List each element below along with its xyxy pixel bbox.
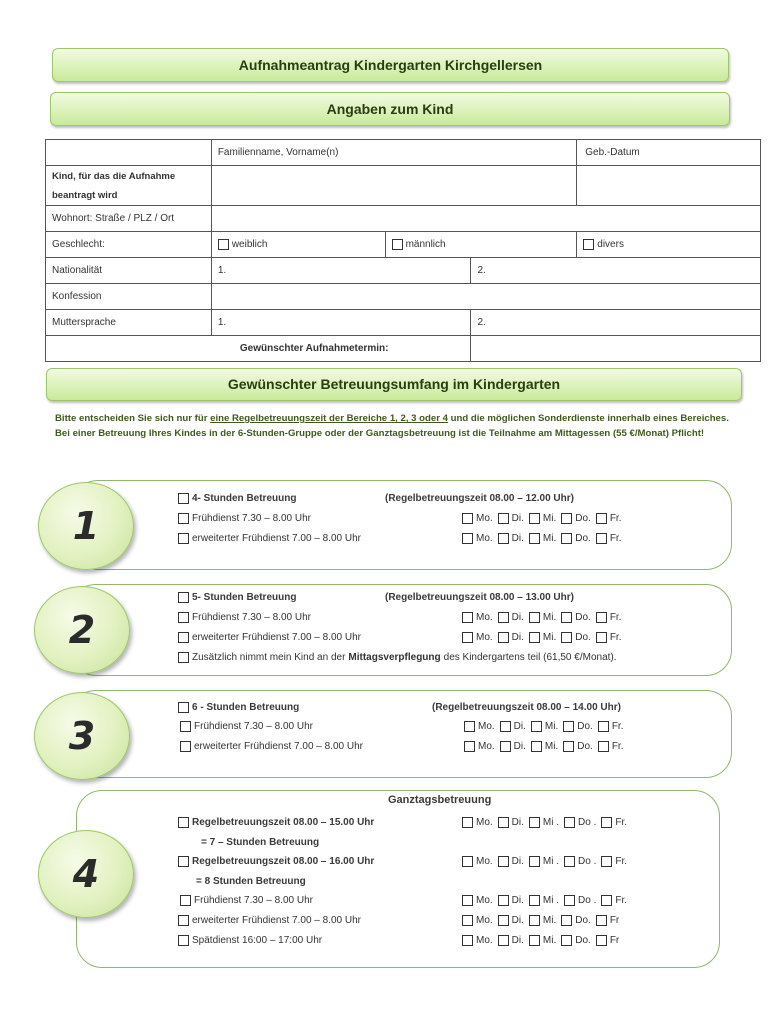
mother-tongue-label: Muttersprache [46, 310, 212, 336]
checkbox[interactable] [498, 513, 509, 524]
option-4h[interactable]: 4- Stunden Betreuung [178, 491, 296, 505]
regular-time-6h: (Regelbetreuungszeit 08.00 – 14.00 Uhr) [432, 701, 621, 713]
checkbox[interactable] [529, 935, 540, 946]
gender-option-female[interactable]: weiblich [211, 232, 385, 258]
checkbox[interactable] [601, 895, 612, 906]
checkbox[interactable] [561, 533, 572, 544]
checkbox[interactable] [598, 721, 609, 732]
checkbox[interactable] [561, 612, 572, 623]
checkbox[interactable] [529, 895, 540, 906]
checkbox[interactable] [218, 239, 229, 250]
checkbox[interactable] [561, 513, 572, 524]
mother-tongue-field-1[interactable]: 1. [211, 310, 471, 336]
checkbox[interactable] [529, 612, 540, 623]
checkbox[interactable] [462, 632, 473, 643]
checkbox[interactable] [561, 632, 572, 643]
col-birth-header: Geb.-Datum [577, 140, 761, 166]
address-field[interactable] [211, 206, 760, 232]
section-3-box [70, 690, 732, 778]
child-section-header: Angaben zum Kind [50, 92, 730, 126]
checkbox[interactable] [178, 513, 189, 524]
days-extended-2[interactable]: Mo. Di. Mi. Do. Fr. [462, 630, 626, 644]
checkbox[interactable] [462, 817, 473, 828]
option-5h[interactable]: 5- Stunden Betreuung [178, 590, 296, 604]
checkbox[interactable] [500, 741, 511, 752]
extended-early-service-2[interactable]: erweiterter Frühdienst 7.00 – 8.00 Uhr [178, 630, 361, 644]
checkbox[interactable] [462, 513, 473, 524]
checkbox[interactable] [462, 915, 473, 926]
child-name-field[interactable] [211, 166, 576, 206]
gender-option-diverse[interactable]: divers [577, 232, 761, 258]
checkbox[interactable] [178, 632, 189, 643]
gender-label: Geschlecht: [46, 232, 212, 258]
section-2-badge: 2 [34, 586, 130, 674]
checkbox[interactable] [531, 721, 542, 732]
checkbox[interactable] [462, 533, 473, 544]
checkbox[interactable] [564, 856, 575, 867]
days-early-3[interactable]: Mo. Di. Mi. Do. Fr. [464, 719, 628, 733]
early-service-4[interactable]: Frühdienst 7.30 – 8.00 Uhr [180, 893, 313, 907]
full-day-title: Ganztagsbetreuung [388, 794, 492, 806]
form-title: Aufnahmeantrag Kindergarten Kirchgellersen [52, 48, 729, 82]
checkbox[interactable] [464, 721, 475, 732]
checkbox[interactable] [178, 652, 189, 663]
checkbox[interactable] [462, 935, 473, 946]
checkbox[interactable] [596, 632, 607, 643]
checkbox[interactable] [462, 612, 473, 623]
section-1-badge: 1 [38, 482, 134, 570]
section-4-badge: 4 [38, 830, 134, 918]
checkbox[interactable] [529, 915, 540, 926]
early-service-1[interactable]: Frühdienst 7.30 – 8.00 Uhr [178, 511, 311, 525]
checkbox[interactable] [178, 612, 189, 623]
days-early-2[interactable]: Mo. Di. Mi. Do. Fr. [462, 610, 626, 624]
care-instructions: Bitte entscheiden Sie sich nur für eine Regelbetreuungszeit der Bereiche 1, 2, 3 oder 4 und die möglichen Sonderdienste innerhalb eines Bereiches. Bei einer Betreuung Ihres Kindes in der 6-Stunden-Gruppe oder der Ganztagsbetreuung ist die Teilnahme am Mittagessen (55 €/Monat) Pflicht! [55, 413, 729, 439]
checkbox[interactable] [498, 935, 509, 946]
early-service-2[interactable]: Frühdienst 7.30 – 8.00 Uhr [178, 610, 311, 624]
checkbox[interactable] [462, 856, 473, 867]
birth-date-field[interactable] [577, 166, 761, 206]
checkbox[interactable] [563, 721, 574, 732]
extended-early-service-4[interactable]: erweiterter Frühdienst 7.00 – 8.00 Uhr [178, 913, 361, 927]
checkbox[interactable] [529, 856, 540, 867]
checkbox[interactable] [180, 895, 191, 906]
days-early-1[interactable]: Mo. Di. Mi. Do. Fr. [462, 511, 626, 525]
days-8h[interactable]: Mo. Di. Mi . Do . Fr. [462, 854, 632, 868]
checkbox[interactable] [529, 632, 540, 643]
checkbox[interactable] [178, 915, 189, 926]
desired-date-label: Gewünschter Aufnahmetermin: [46, 336, 471, 362]
checkbox[interactable] [529, 533, 540, 544]
late-service-4[interactable]: Spätdienst 16:00 – 17:00 Uhr [178, 933, 322, 947]
days-7h[interactable]: Mo. Di. Mi . Do . Fr. [462, 815, 632, 829]
section-3-badge: 3 [34, 692, 130, 780]
days-late-4[interactable]: Mo. Di. Mi. Do. Fr [462, 933, 624, 947]
checkbox[interactable] [601, 856, 612, 867]
nationality-label: Nationalität [46, 258, 212, 284]
days-extended-1[interactable]: Mo. Di. Mi. Do. Fr. [462, 531, 626, 545]
checkbox[interactable] [464, 741, 475, 752]
checkbox[interactable] [178, 935, 189, 946]
child-label: Kind, für das die Aufnahme beantragt wird [46, 166, 212, 206]
days-extended-4[interactable]: Mo. Di. Mi. Do. Fr [462, 913, 624, 927]
checkbox[interactable] [596, 513, 607, 524]
checkbox[interactable] [180, 721, 191, 732]
regular-time-5h: (Regelbetreuungszeit 08.00 – 13.00 Uhr) [385, 591, 574, 603]
checkbox[interactable] [596, 935, 607, 946]
option-8h-subtitle: = 8 Stunden Betreuung [196, 875, 306, 887]
checkbox[interactable] [596, 915, 607, 926]
religion-label: Konfession [46, 284, 212, 310]
checkbox[interactable] [596, 533, 607, 544]
checkbox[interactable] [498, 533, 509, 544]
checkbox[interactable] [498, 632, 509, 643]
checkbox[interactable] [178, 493, 189, 504]
checkbox[interactable] [180, 741, 191, 752]
checkbox[interactable] [601, 817, 612, 828]
checkbox[interactable] [561, 915, 572, 926]
checkbox[interactable] [529, 513, 540, 524]
checkbox[interactable] [498, 817, 509, 828]
address-label: Wohnort: Straße / PLZ / Ort [46, 206, 212, 232]
checkbox[interactable] [561, 935, 572, 946]
care-section-header: Gewünschter Betreuungsumfang im Kindergarten [46, 368, 742, 401]
table-corner [46, 140, 212, 166]
checkbox[interactable] [178, 533, 189, 544]
checkbox[interactable] [531, 741, 542, 752]
desired-date-field[interactable] [471, 336, 761, 362]
days-early-4[interactable]: Mo. Di. Mi . Do . Fr. [462, 893, 632, 907]
checkbox[interactable] [564, 817, 575, 828]
checkbox[interactable] [598, 741, 609, 752]
extended-early-service-3[interactable]: erweiterter Frühdienst 7.00 – 8.00 Uhr [180, 739, 363, 753]
checkbox[interactable] [178, 856, 189, 867]
checkbox[interactable] [564, 895, 575, 906]
nationality-field-2[interactable]: 2. [471, 258, 761, 284]
checkbox[interactable] [462, 895, 473, 906]
checkbox[interactable] [583, 239, 594, 250]
days-extended-3[interactable]: Mo. Di. Mi. Do. Fr. [464, 739, 628, 753]
regular-time-4h: (Regelbetreuungszeit 08.00 – 12.00 Uhr) [385, 492, 574, 504]
child-info-table [45, 139, 761, 362]
checkbox[interactable] [498, 895, 509, 906]
col-name-header: Familienname, Vorname(n) [211, 140, 576, 166]
checkbox[interactable] [563, 741, 574, 752]
checkbox[interactable] [178, 702, 189, 713]
option-8h[interactable]: Regelbetreuungszeit 08.00 – 16.00 Uhr [178, 854, 374, 868]
checkbox[interactable] [498, 612, 509, 623]
checkbox[interactable] [392, 239, 403, 250]
option-6h[interactable]: 6 - Stunden Betreuung [178, 700, 299, 714]
early-service-3[interactable]: Frühdienst 7.30 – 8.00 Uhr [180, 719, 313, 733]
checkbox[interactable] [498, 856, 509, 867]
checkbox[interactable] [178, 817, 189, 828]
checkbox[interactable] [178, 592, 189, 603]
gender-option-male[interactable]: männlich [385, 232, 577, 258]
checkbox[interactable] [529, 817, 540, 828]
religion-field[interactable] [211, 284, 760, 310]
option-7h-subtitle: = 7 – Stunden Betreuung [201, 836, 320, 848]
lunch-option[interactable]: Zusätzlich nimmt mein Kind an der Mittagsverpflegung des Kindergartens teil (61,50 €/Monat). [178, 650, 617, 664]
option-7h[interactable]: Regelbetreuungszeit 08.00 – 15.00 Uhr [178, 815, 374, 829]
mother-tongue-field-2[interactable]: 2. [471, 310, 761, 336]
checkbox[interactable] [500, 721, 511, 732]
checkbox[interactable] [596, 612, 607, 623]
checkbox[interactable] [498, 915, 509, 926]
nationality-field-1[interactable]: 1. [211, 258, 471, 284]
extended-early-service-1[interactable]: erweiterter Frühdienst 7.00 – 8.00 Uhr [178, 531, 361, 545]
